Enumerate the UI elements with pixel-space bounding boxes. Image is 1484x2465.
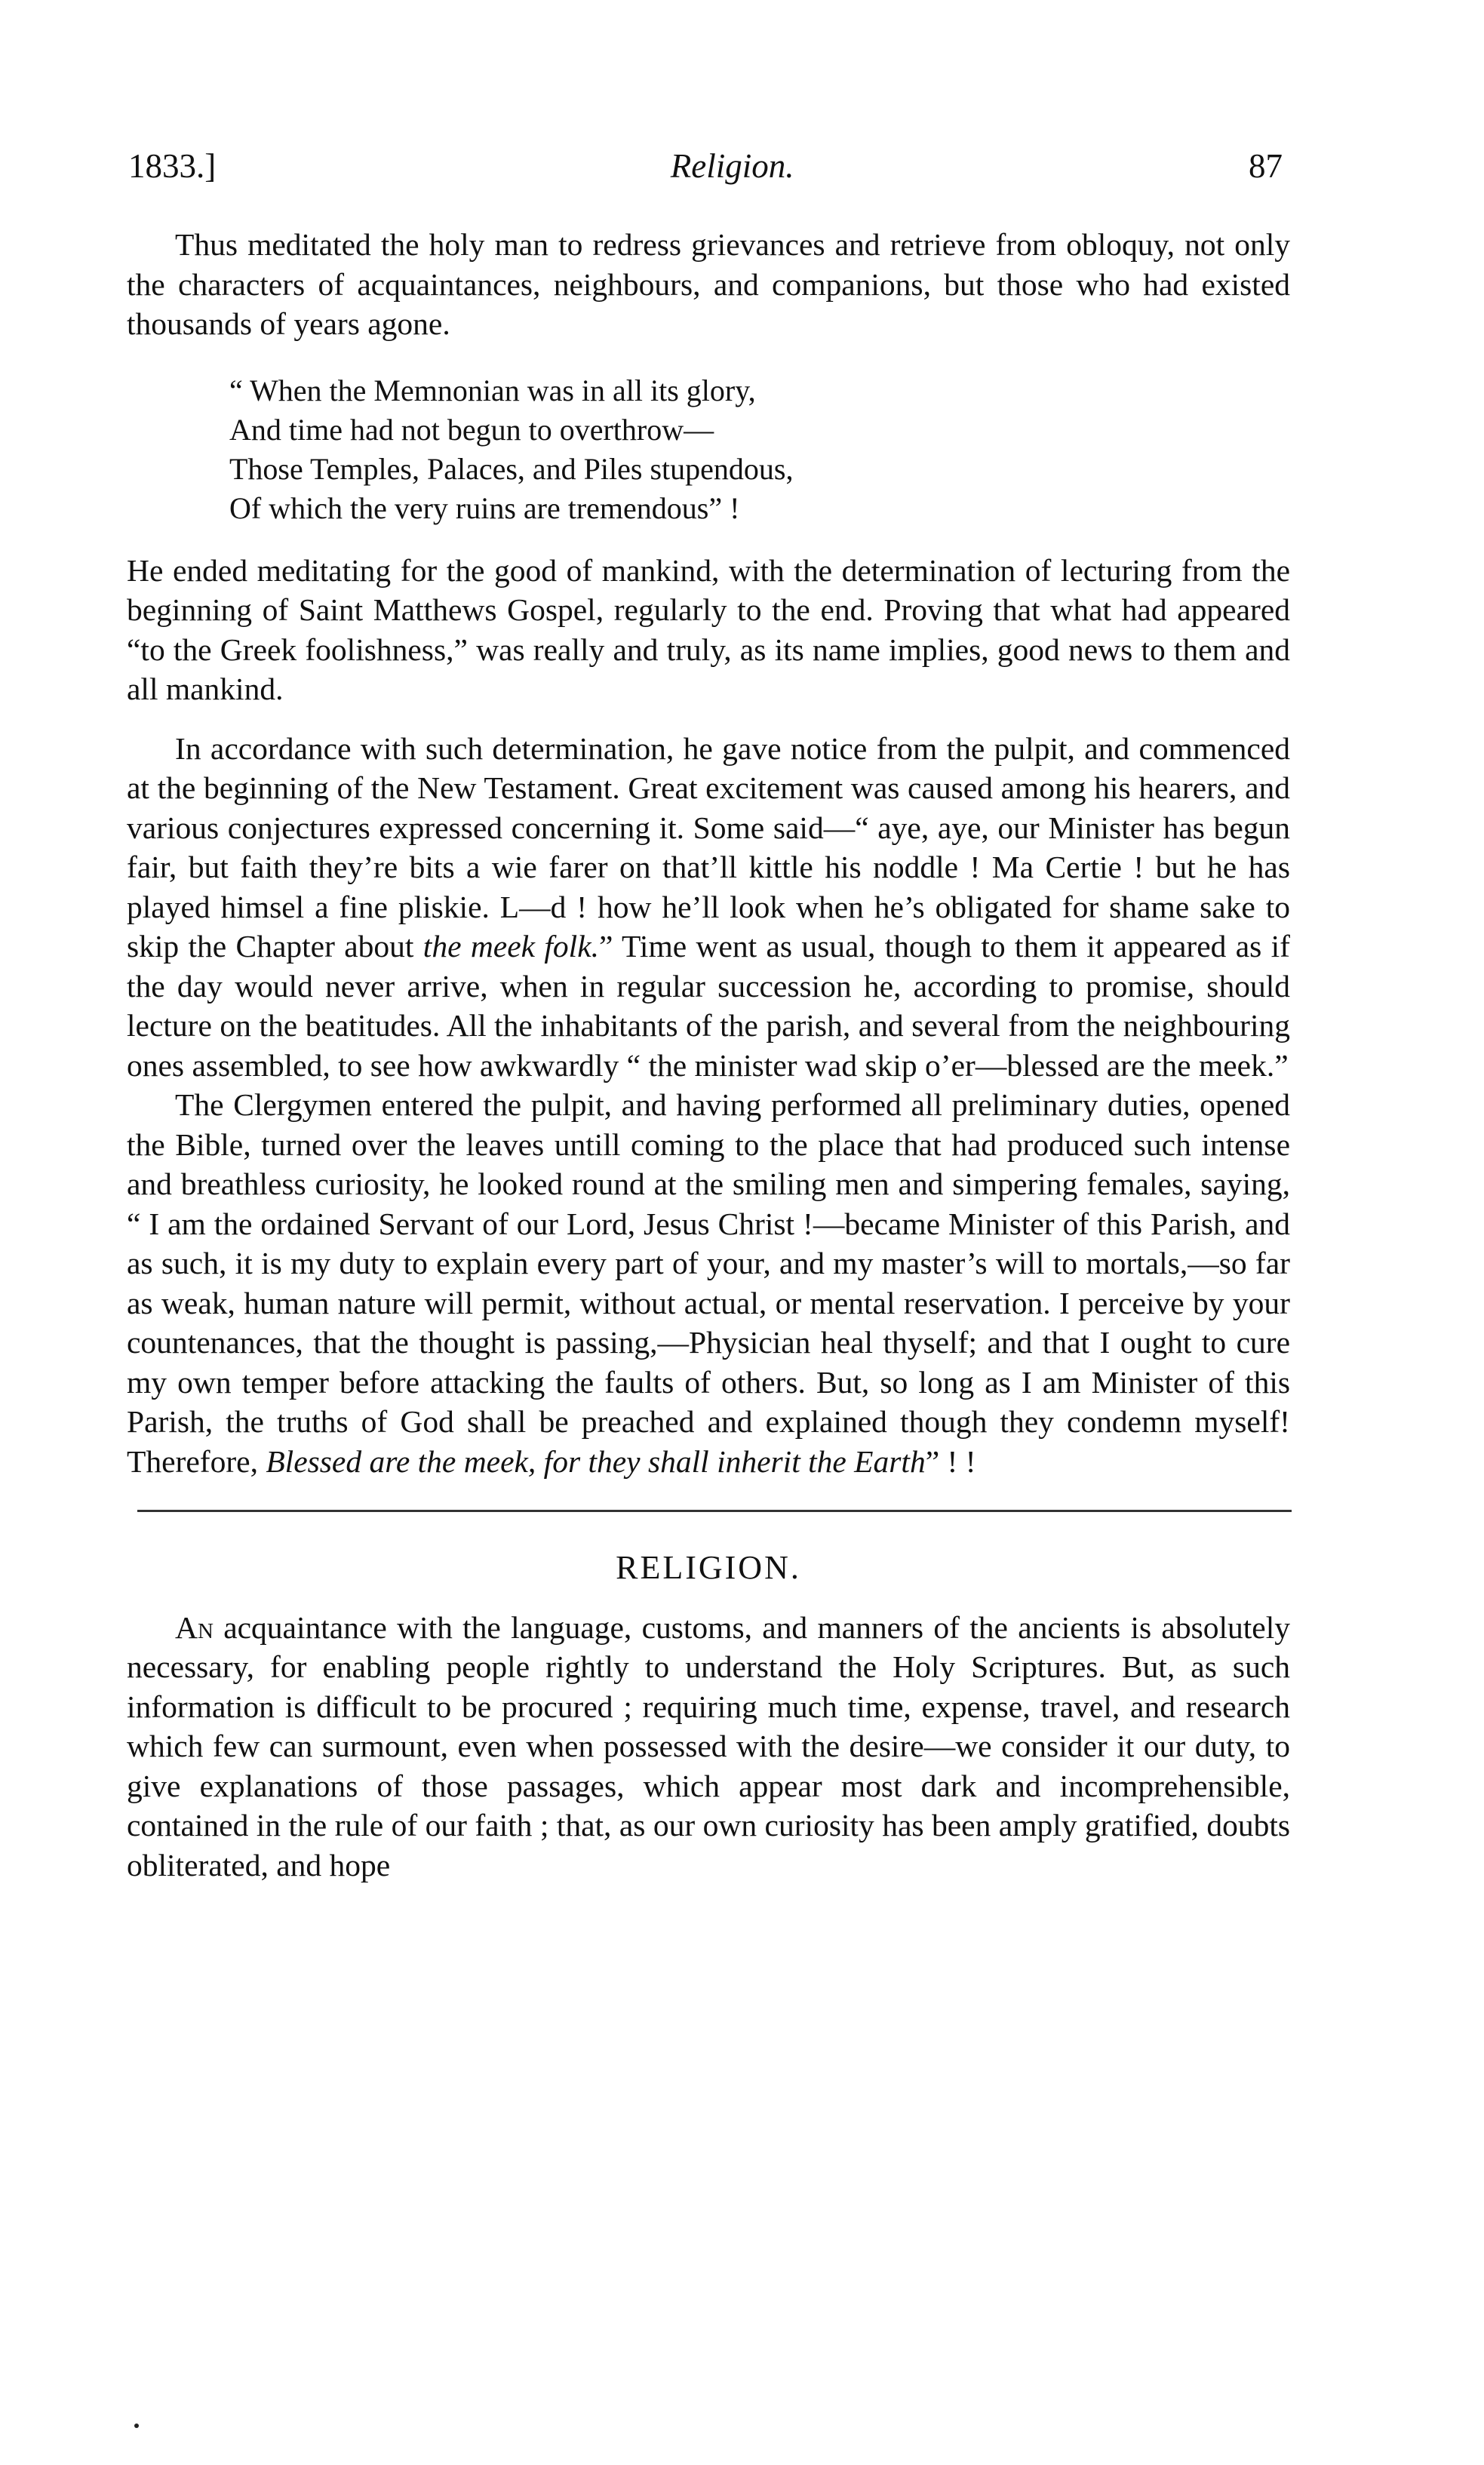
italic-phrase: the meek folk. <box>422 929 600 964</box>
paragraph-text: The Clergymen entered the pulpit, and having performed all preliminary duties, opened the Bible, turned over the leaves untill coming to the place that had produced such intense and breathless curiosity, he looked round at the smiling men and simpering females, saying, “ I am the ordained Servant of our Lord, Jesus Christ !—became Minister of this Parish, and as such, it is my duty to explain every part of your, and my master’s will to mortals,—so far as weak, human nature will permit, without actual, or mental reservation. I perceive by your countenances, that the thought is passing,—Physician heal thyself; and that I ought to cure my own temper before attacking the faults of others. But, so long as I am Minister of this Parish, the truths of God shall be preached and explained though they condemn myself! Therefore, <box>127 1087 1290 1479</box>
paragraph-lecturing: He ended meditating for the good of mankind, with the determination of lecturing from the beginning of Saint Matthews Gospel, regularly to the end. Proving that what had appeared “to the Greek foolishness,” was really and truly, as its name implies, good news to them and all mankind. <box>127 552 1290 706</box>
section-divider <box>137 1510 1292 1512</box>
verse-line: And time had not begun to overthrow— <box>229 412 714 447</box>
paragraph-clergymen <box>127 1085 1290 1481</box>
paragraph-meditation: Thus meditated the holy man to redress grievances and retrieve from obloquy, not only the characters of acquaintances, neighbours, and companions, but those who had existed thousands of years agone. <box>127 227 1290 341</box>
running-header <box>128 149 1283 183</box>
paragraph-text: In accordance with such determination, he gave notice from the pulpit, and commenced at the beginning of the New Testament. Great excitement was caused among his hearers, and various conjectures expressed concerning it. Some said—“ aye, aye, our Minister has begun fair, but faith they’re bits a wie farer on that’ll kittle his noddle ! Ma Certie ! but he has played himsel a fine pliskie. L—d ! how he’ll look when he’s obligated for shame sake to skip the Chapter about <box>127 730 1290 964</box>
paragraph-text: ” ! ! <box>925 1443 976 1479</box>
opening-word: An <box>175 1609 214 1645</box>
italic-phrase: Blessed are the meek, for they shall inherit the Earth <box>266 1443 926 1479</box>
page-body <box>127 225 1290 1885</box>
header-title: Religion. <box>670 147 794 185</box>
verse-line: Of which the very ruins are tremendous” ! <box>229 490 740 525</box>
verse-line: Those Temples, Palaces, and Piles stupendous, <box>229 451 794 486</box>
paragraph-text: ” Time went as usual, though to them it appeared as if the day would never arrive, when in regular succession he, according to promise, should lecture on the beatitudes. All the inhabitants of the parish, and several from the neighbouring ones assembled, to see how awkwardly “ the minister wad skip o’er—blessed are the meek.” <box>127 929 1290 1083</box>
paragraph-religion <box>127 1608 1290 1886</box>
paragraph-accordance <box>127 729 1290 1086</box>
paragraph-text: acquaintance with the language, customs, and manners of the ancients is absolutely necessary, for enabling people rightly to understand the Holy Scriptures. But, as such information is difficult to be procured ; requiring much time, expense, travel, and research which few can surmount, even when possessed with the desire—we consider it our duty, to give explanations of those passages, which appear most dark and incomprehensible, contained in the rule of our faith ; that, as our own curiosity has been amply gratified, doubts obliterated, and hope <box>127 1609 1290 1883</box>
page-number: 87 <box>1249 147 1283 185</box>
section-heading: RELIGION. <box>616 1549 801 1586</box>
header-year: 1833.] <box>128 147 217 185</box>
verse-line: “ When the Memnonian was in all its glory, <box>229 373 756 407</box>
ink-speck <box>134 2424 139 2428</box>
quoted-verse <box>229 371 1290 528</box>
